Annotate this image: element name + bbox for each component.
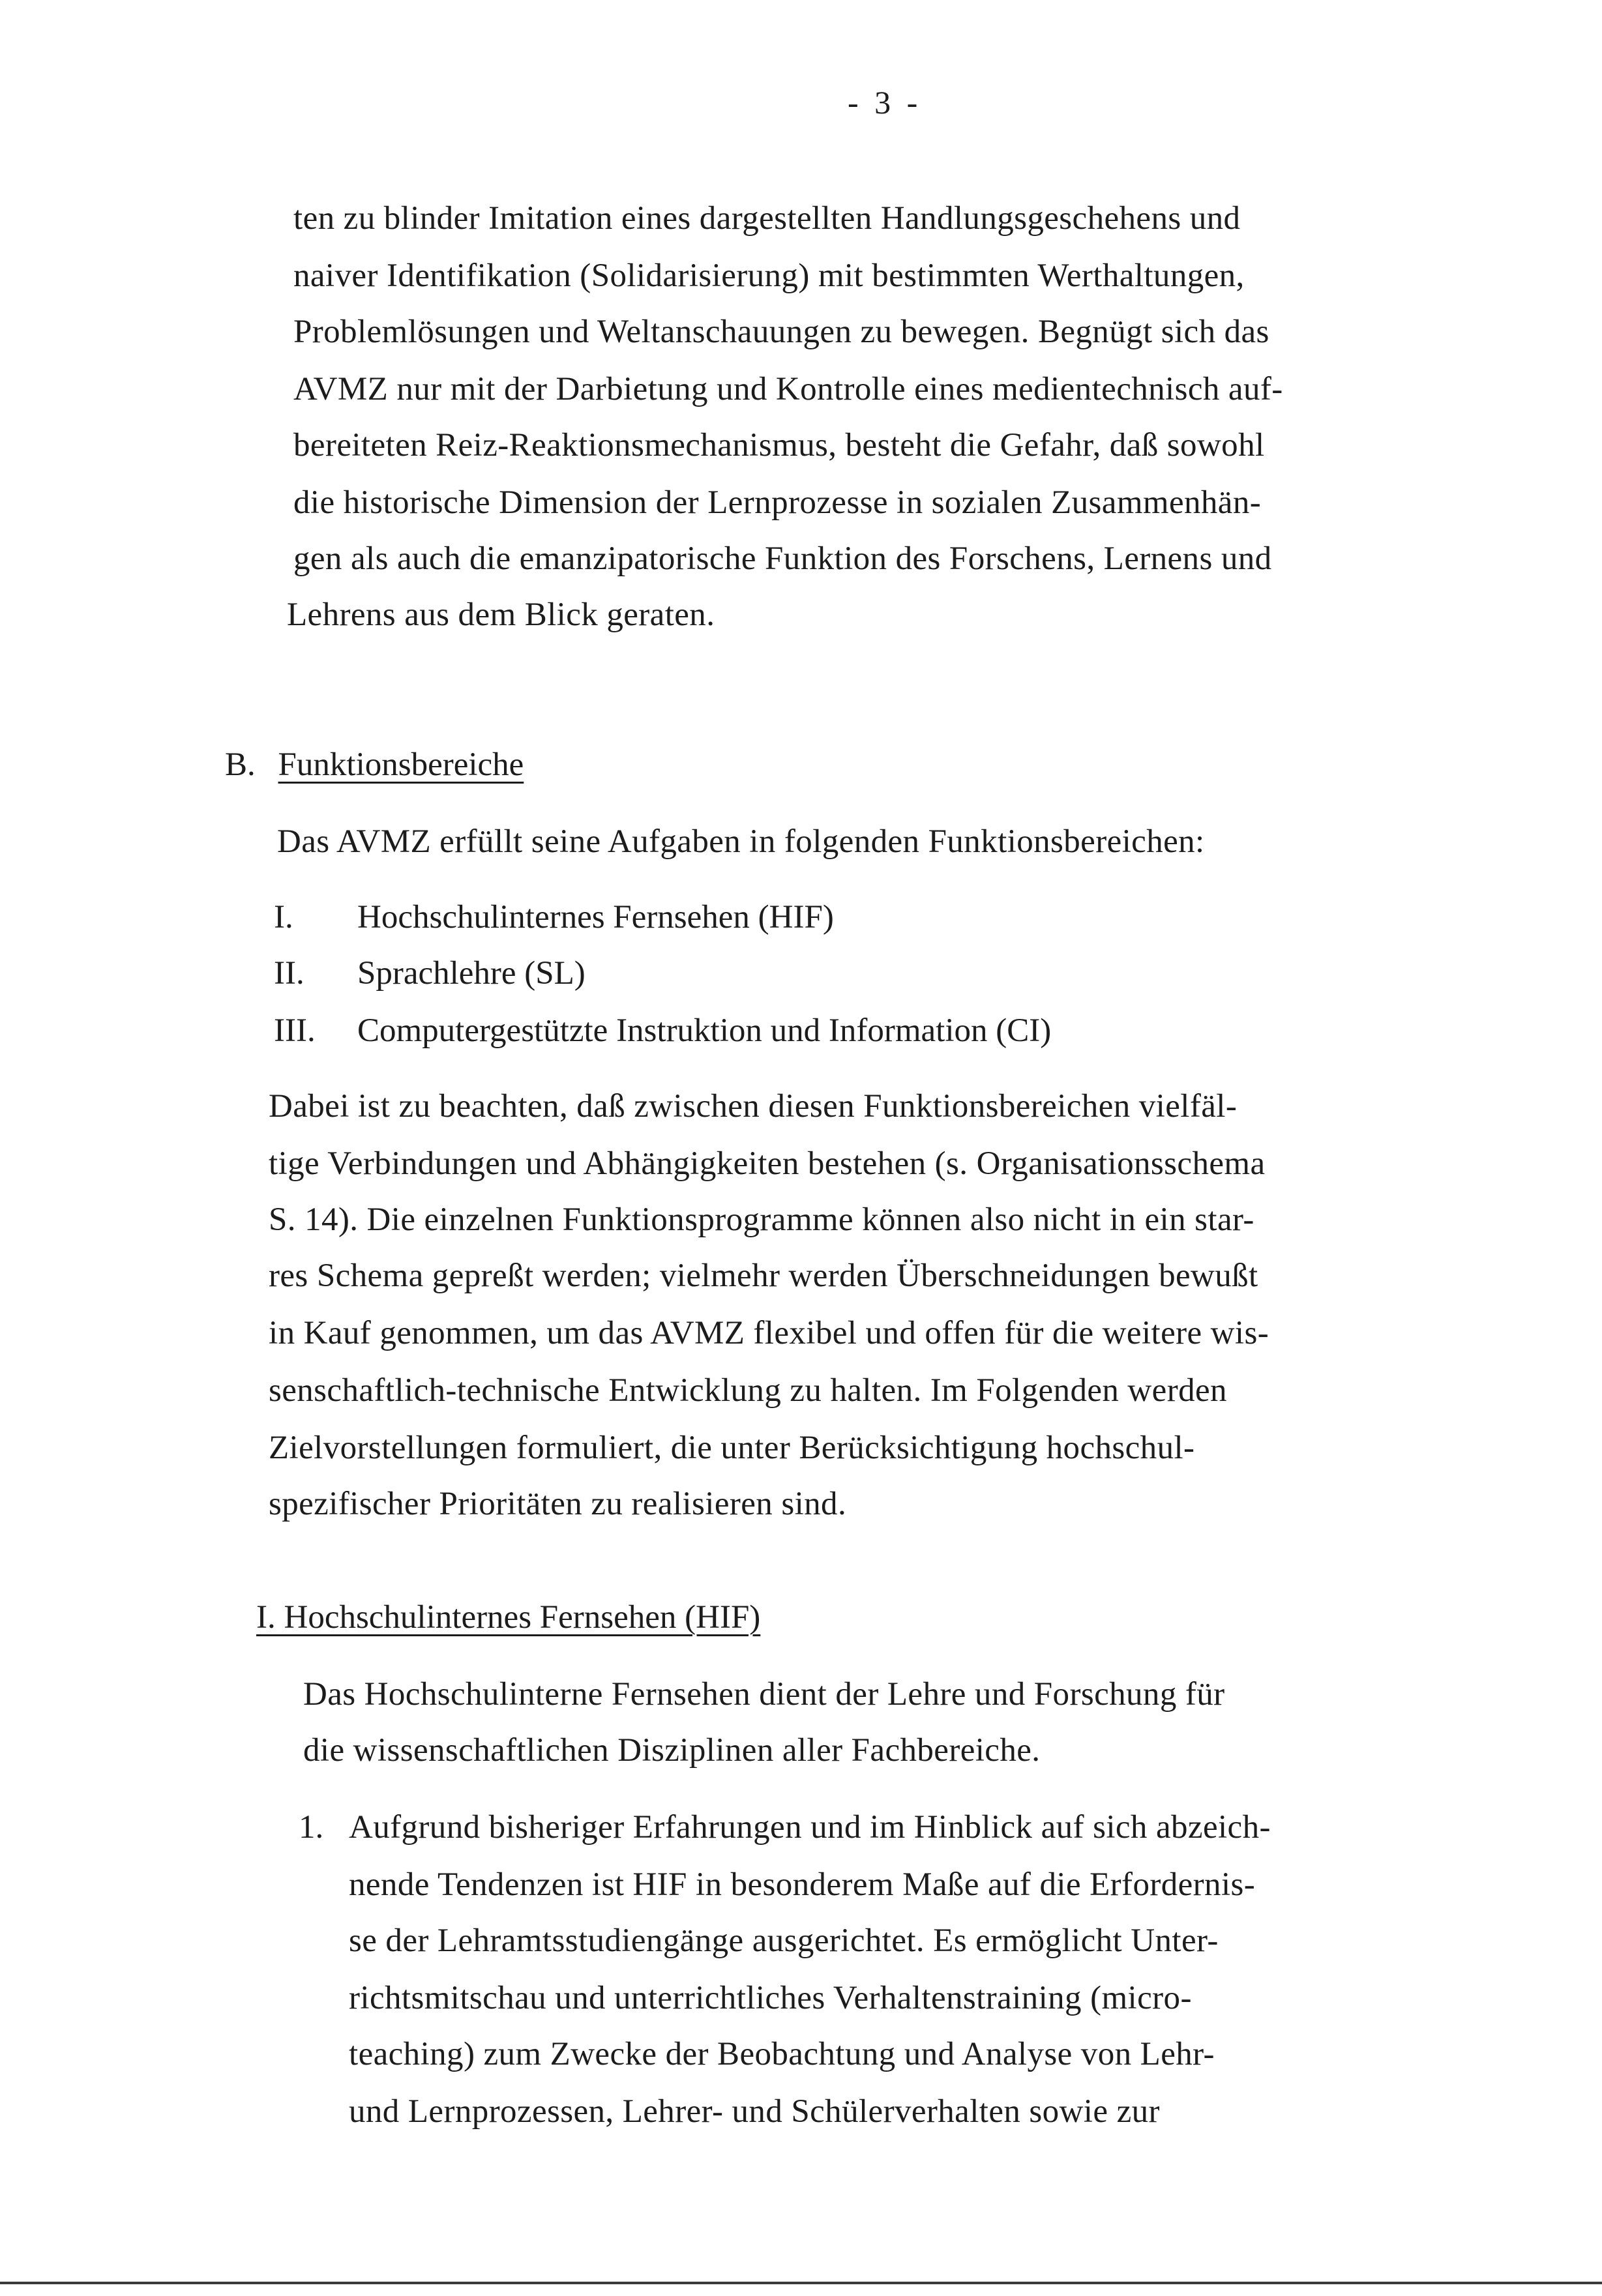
section-i-title: I. Hochschulinternes Fernsehen (HIF) xyxy=(256,1599,761,1636)
list-item-number: I. xyxy=(274,899,293,935)
bottom-scan-edge xyxy=(0,2282,1602,2284)
paragraph-line: tige Verbindungen und Abhängigkeiten bestehen (s. Organisationsschema xyxy=(269,1145,1266,1182)
paragraph-line: richtsmitschau und unterrichtliches Verhaltenstraining (micro- xyxy=(349,1980,1192,2016)
paragraph-line: Dabei ist zu beachten, daß zwischen diesen Funktionsbereichen vielfäl- xyxy=(269,1088,1238,1125)
page-number: - 3 - xyxy=(848,84,922,121)
paragraph-line: Das Hochschulinterne Fernsehen dient der Lehre und Forschung für xyxy=(303,1676,1225,1713)
paragraph-line: gen als auch die emanzipatorische Funktion des Forschens, Lernens und xyxy=(293,540,1272,577)
paragraph-line: Zielvorstellungen formuliert, die unter Berücksichtigung hochschul- xyxy=(269,1430,1195,1466)
paragraph-line: in Kauf genommen, um das AVMZ flexibel und offen für die weitere wis- xyxy=(269,1315,1269,1351)
paragraph-line: ten zu blinder Imitation eines dargestellten Handlungsgeschehens und xyxy=(293,200,1241,237)
section-i-heading xyxy=(256,1601,760,1634)
paragraph-line: teaching) zum Zwecke der Beobachtung und Analyse von Lehr- xyxy=(349,2036,1215,2072)
paragraph-line: naiver Identifikation (Solidarisierung) mit bestimmten Werthaltungen, xyxy=(293,258,1245,294)
list-item-number: III. xyxy=(274,1012,316,1049)
paragraph-line: die wissenschaftlichen Disziplinen aller Fachbereiche. xyxy=(303,1732,1041,1769)
paragraph-line: und Lernprozessen, Lehrer- und Schülerverhalten sowie zur xyxy=(349,2093,1160,2130)
list-item-number: II. xyxy=(274,955,304,992)
section-b-intro: Das AVMZ erfüllt seine Aufgaben in folgenden Funktionsbereichen: xyxy=(277,823,1205,860)
paragraph-line: bereiteten Reiz-Reaktionsmechanismus, besteht die Gefahr, daß sowohl xyxy=(293,427,1265,464)
section-b-label: B. xyxy=(225,746,256,783)
list-item-text: Hochschulinternes Fernsehen (HIF) xyxy=(357,899,834,935)
section-b-title: Funktionsbereiche xyxy=(278,746,524,783)
paragraph-line: senschaftlich-technische Entwicklung zu halten. Im Folgenden werden xyxy=(269,1372,1227,1409)
paragraph-line: S. 14). Die einzelnen Funktionsprogramme können also nicht in ein star- xyxy=(269,1201,1254,1238)
paragraph-line: spezifischer Prioritäten zu realisieren sind. xyxy=(269,1486,847,1522)
list-item-text: Computergestützte Instruktion und Information (CI) xyxy=(357,1012,1052,1049)
paragraph-line: Problemlösungen und Weltanschauungen zu bewegen. Begnügt sich das xyxy=(293,314,1269,350)
paragraph-line: res Schema gepreßt werden; vielmehr werden Überschneidungen bewußt xyxy=(269,1258,1258,1294)
paragraph-line: se der Lehramtsstudiengänge ausgerichtet. Es ermöglicht Unter- xyxy=(349,1922,1219,1959)
list-item-number: 1. xyxy=(299,1809,324,1846)
paragraph-line: Lehrens aus dem Blick geraten. xyxy=(287,596,715,633)
paragraph-line: Aufgrund bisheriger Erfahrungen und im Hinblick auf sich abzeich- xyxy=(349,1809,1271,1846)
paragraph-line: die historische Dimension der Lernprozesse in sozialen Zusammenhän- xyxy=(293,484,1262,521)
paragraph-line: AVMZ nur mit der Darbietung und Kontrolle eines medientechnisch auf- xyxy=(293,371,1283,407)
section-b-heading xyxy=(225,748,524,782)
paragraph-line: nende Tendenzen ist HIF in besonderem Maße auf die Erfordernis- xyxy=(349,1866,1256,1903)
list-item-text: Sprachlehre (SL) xyxy=(357,955,586,992)
